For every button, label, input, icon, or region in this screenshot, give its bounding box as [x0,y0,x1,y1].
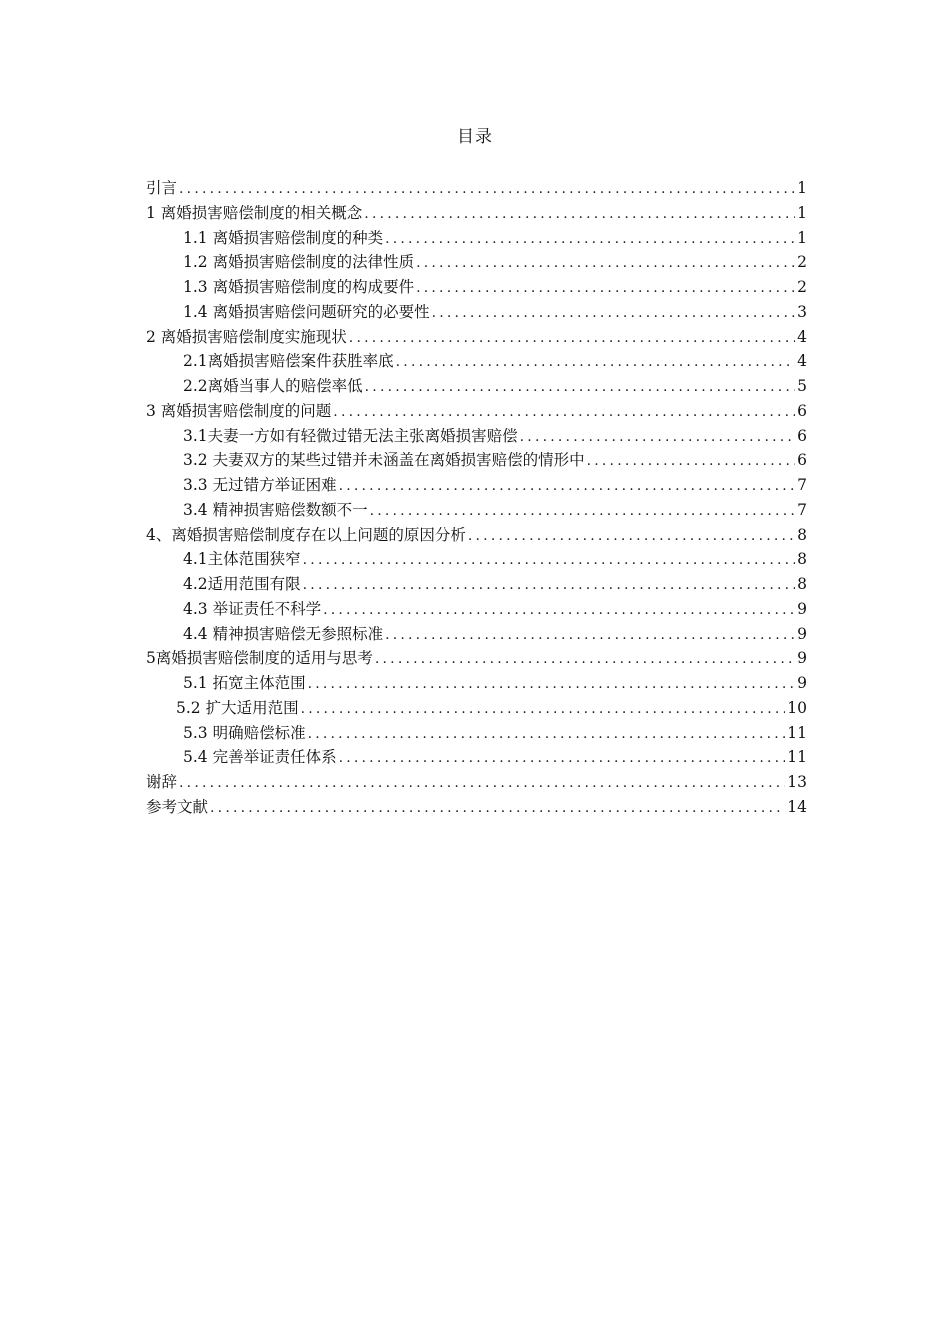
toc-entry [146,745,807,770]
toc-entry [146,448,807,473]
toc-entry-label: 2 离婚损害赔偿制度实施现状 [146,327,347,346]
toc-entry-page: 8 [797,575,807,593]
toc-entry-label: 4.4 精神损害赔偿无参照标准 [183,624,384,643]
toc-entry [146,399,807,424]
dot-leader [179,771,785,796]
toc-entry-page: 9 [797,599,807,618]
toc-entry-page: 2 [797,253,807,272]
toc-entry-page: 1 [797,203,807,222]
dot-leader [587,449,796,474]
toc-entry-page: 3 [797,302,807,321]
toc-entry-label: 3.2 夫妻双方的某些过错并未涵盖在离婚损害赔偿的情形中 [183,451,585,470]
dot-leader [416,251,795,276]
toc-entry-label: 2.1离婚损害赔偿案件获胜率底 [183,352,394,371]
toc-entry [146,597,807,622]
toc-entry-label: 4.3 举证责任不科学 [183,599,322,618]
toc-entry-label: 3.1夫妻一方如有轻微过错无法主张离婚损害赔偿 [183,426,518,445]
toc-entry-page: 1 [797,179,807,197]
toc-entry-page: 9 [797,649,807,668]
toc-entry-label: 3.4 精神损害赔偿数额不一 [183,500,368,519]
toc-entry-page: 11 [787,723,807,742]
dot-leader [339,746,786,771]
toc-entry [146,770,807,795]
dot-leader [308,722,786,747]
toc-entry [146,325,807,350]
dot-leader [375,647,795,672]
dot-leader [364,202,795,227]
toc-entry-label: 1.1 离婚损害赔偿制度的种类 [183,228,384,247]
toc-entry-page: 8 [797,550,807,569]
dot-leader [385,623,795,648]
toc-entry-page: 9 [797,624,807,643]
toc-entry [146,646,807,671]
toc-entry-page: 8 [797,525,807,544]
dot-leader [385,227,795,252]
toc-entry-page: 7 [797,476,807,494]
dot-leader [370,499,796,524]
toc-entry-page: 9 [797,674,807,692]
toc-entry-label: 5.3 明确赔偿标准 [183,723,306,742]
toc-entry [146,201,807,226]
dot-leader [339,474,796,499]
toc-entry [146,275,807,300]
toc-entry [146,374,807,399]
toc-entry-page: 4 [797,352,807,371]
toc-entry-label: 1.3 离婚损害赔偿制度的构成要件 [183,278,415,296]
toc-entry-label: 参考文献 [146,797,209,816]
toc-entry [146,498,807,523]
toc-entry [146,523,807,548]
toc-entry-label: 5.2 扩大适用范围 [176,698,299,717]
toc-entry-label: 引言 [146,179,178,197]
toc-entry-page: 6 [797,401,807,420]
toc-entry [146,226,807,251]
toc-entry [146,721,807,746]
dot-leader [432,301,796,326]
toc-entry-label: 5离婚损害赔偿制度的适用与思考 [146,649,373,668]
toc-entry-label: 3.3 无过错方举证困难 [183,476,337,494]
dot-leader [365,375,795,400]
toc-entry-page: 14 [787,797,807,816]
toc-entry-label: 3 离婚损害赔偿制度的问题 [146,401,332,420]
toc-entry-label: 谢辞 [146,773,178,791]
toc-entry-label: 2.2离婚当事人的赔偿率低 [183,377,363,395]
toc-entry [146,473,807,498]
dot-leader [303,548,795,573]
toc-entry-page: 13 [787,773,807,791]
dot-leader [179,177,795,202]
toc-entry [146,349,807,374]
dot-leader [333,400,795,425]
table-of-contents [146,176,807,820]
toc-entry [146,622,807,647]
toc-entry [146,696,807,721]
toc-entry-label: 5.1 拓宽主体范围 [183,674,306,692]
toc-entry [146,176,807,201]
toc-entry-page: 11 [787,748,807,767]
toc-entry-label: 4、离婚损害赔偿制度存在以上问题的原因分析 [146,525,466,544]
dot-leader [308,672,796,697]
toc-entry-label: 4.1主体范围狭窄 [183,550,301,569]
dot-leader [349,326,795,351]
dot-leader [303,573,795,598]
toc-entry-label: 4.2适用范围有限 [183,575,301,593]
dot-leader [468,524,795,549]
toc-entry-page: 6 [797,451,807,470]
toc-entry [146,572,807,597]
toc-entry-label: 1.2 离婚损害赔偿制度的法律性质 [183,253,415,272]
toc-entry [146,250,807,275]
dot-leader [323,598,795,623]
toc-entry [146,671,807,696]
toc-entry-page: 4 [797,327,807,346]
dot-leader [301,697,786,722]
dot-leader [416,276,795,301]
toc-entry [146,300,807,325]
toc-entry-page: 2 [797,278,807,296]
toc-entry-page: 6 [797,426,807,445]
page-title: 目录 [457,127,493,147]
toc-entry [146,424,807,449]
toc-entry-page: 5 [797,377,807,395]
toc-entry-label: 5.4 完善举证责任体系 [183,748,337,767]
toc-entry-page: 10 [787,698,807,717]
toc-entry-label: 1 离婚损害赔偿制度的相关概念 [146,203,363,222]
toc-entry [146,795,807,820]
toc-entry-label: 1.4 离婚损害赔偿问题研究的必要性 [183,302,430,321]
dot-leader [210,796,785,821]
dot-leader [520,425,795,450]
toc-entry [146,547,807,572]
dot-leader [396,350,795,375]
toc-entry-page: 7 [797,500,807,519]
toc-entry-page: 1 [797,228,807,247]
